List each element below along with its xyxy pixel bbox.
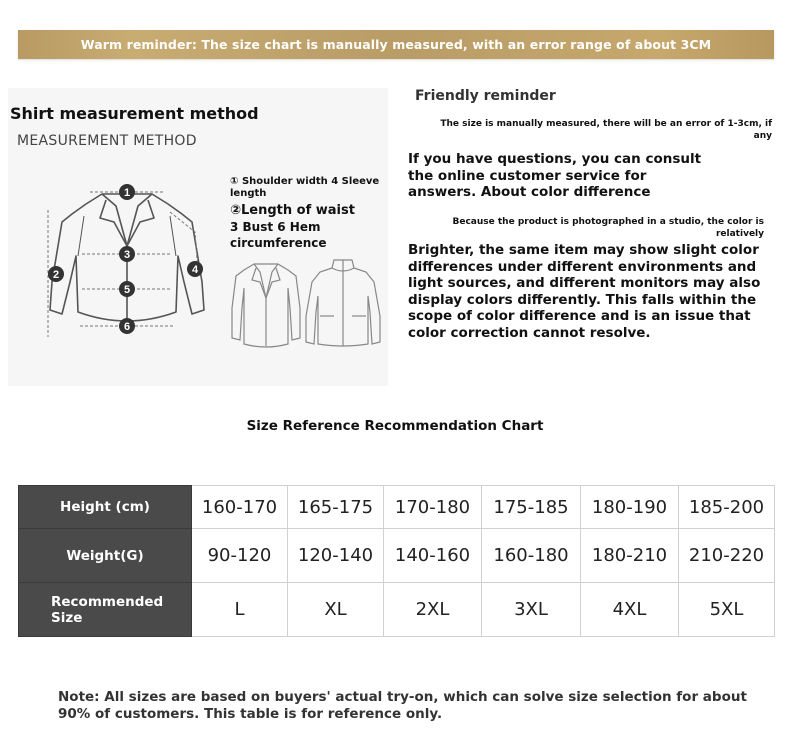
marker-1 bbox=[119, 184, 135, 200]
table-cell: 120-140 bbox=[288, 529, 384, 583]
table-cell: 170-180 bbox=[384, 486, 482, 529]
reminder-text-1: If you have questions, you can consult the online customer service for answers. About color difference bbox=[408, 151, 702, 200]
table-row bbox=[19, 583, 775, 637]
table-cell: 180-190 bbox=[581, 486, 679, 529]
measurement-legend bbox=[230, 176, 380, 251]
size-chart-table bbox=[18, 485, 775, 637]
row-header-height: Height (cm) bbox=[19, 486, 192, 529]
reminder-text-2: Brighter, the same item may show slight color differences under different environments and light sources, and different monitors may also display colors differently. This falls within the scope of color difference and is an issue that color correction cannot resolve. bbox=[408, 242, 761, 341]
size-chart-title: Size Reference Recommendation Chart bbox=[246, 418, 544, 434]
table-row bbox=[19, 486, 775, 529]
svg-text:6: 6 bbox=[123, 321, 131, 333]
reminder-small-2: Because the product is photographed in a studio, the color is relatively bbox=[452, 217, 764, 239]
marker-4 bbox=[187, 261, 203, 277]
marker-3 bbox=[119, 246, 135, 262]
jacket-measurement-diagram bbox=[40, 172, 215, 352]
svg-text:4: 4 bbox=[191, 264, 199, 276]
table-cell: 140-160 bbox=[384, 529, 482, 583]
footnote: Note: All sizes are based on buyers' actual try-on, which can solve size selection for about 90% of customers. This table is for reference only. bbox=[58, 689, 747, 722]
marker-2 bbox=[48, 266, 64, 282]
table-cell: 210-220 bbox=[679, 529, 775, 583]
row-header-recommended-size: Recommended Size bbox=[19, 583, 192, 637]
table-cell: 160-180 bbox=[482, 529, 581, 583]
reminder-small-1: The size is manually measured, there will be an error of 1-3cm, if any bbox=[440, 119, 772, 141]
marker-6 bbox=[119, 318, 135, 334]
legend-line-3: 3 Bust 6 Hem circumference bbox=[230, 220, 327, 250]
table-cell: 3XL bbox=[482, 583, 581, 637]
table-cell: 165-175 bbox=[288, 486, 384, 529]
coat-sketch-icon bbox=[304, 256, 382, 348]
svg-text:5: 5 bbox=[123, 284, 131, 296]
table-cell: 90-120 bbox=[192, 529, 288, 583]
table-cell: 180-210 bbox=[581, 529, 679, 583]
table-cell: 2XL bbox=[384, 583, 482, 637]
table-cell: 185-200 bbox=[679, 486, 775, 529]
banner-text: Warm reminder: The size chart is manually measured, with an error range of about 3CM bbox=[80, 37, 712, 52]
svg-text:1: 1 bbox=[123, 187, 131, 199]
table-row bbox=[19, 529, 775, 583]
measurement-method-label: MEASUREMENT METHOD bbox=[17, 133, 197, 149]
marker-5 bbox=[119, 281, 135, 297]
table-cell: L bbox=[192, 583, 288, 637]
warm-reminder-banner bbox=[18, 30, 774, 59]
table-cell: XL bbox=[288, 583, 384, 637]
blazer-sketch-icon bbox=[230, 258, 302, 348]
svg-text:3: 3 bbox=[123, 249, 131, 261]
table-cell: 160-170 bbox=[192, 486, 288, 529]
table-cell: 175-185 bbox=[482, 486, 581, 529]
table-cell: 5XL bbox=[679, 583, 775, 637]
row-header-weight: Weight(G) bbox=[19, 529, 192, 583]
table-cell: 4XL bbox=[581, 583, 679, 637]
legend-line-1: ① Shoulder width 4 Sleeve length bbox=[230, 176, 380, 199]
friendly-reminder-title: Friendly reminder bbox=[415, 88, 556, 104]
legend-line-2: ②Length of waist bbox=[230, 203, 355, 218]
svg-text:2: 2 bbox=[52, 269, 60, 281]
measurement-title: Shirt measurement method bbox=[10, 104, 259, 123]
